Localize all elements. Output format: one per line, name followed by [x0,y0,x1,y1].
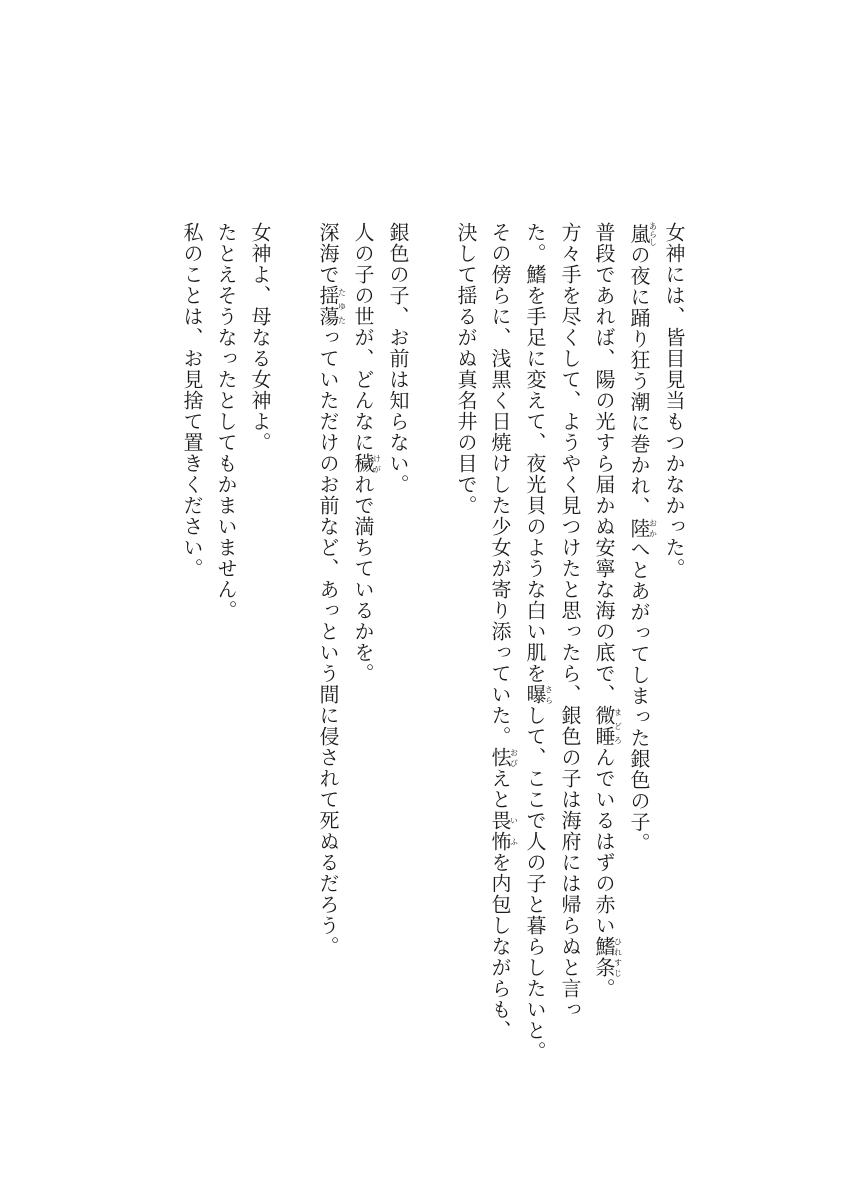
paragraph-break [415,222,449,1022]
furigana-reading: いふ [509,810,519,852]
text-line: 深海で揺蕩たゆたっていただけのお前など、あっという間に侵されて死ぬるだろう。 [316,222,347,957]
furigana: 陸おか [627,517,658,539]
furigana: 鰭条ひれすじ [592,936,623,978]
text-line: 嵐あらしの夜に踊り狂う潮に巻かれ、陸おかへとあがってしまった銀色の子。 [627,222,658,854]
text-line: 女神には、皆目見当もつかなかった。 [662,222,686,579]
text-line: た。鰭を手足に変えて、夜光貝のような白い肌を曝さらして、ここで人の子と暮らしたいと。 [523,222,554,1062]
text-line: 人の子の世が、どんなに穢けがれで満ちているかを。 [351,222,382,684]
vertical-text-body [175,222,691,1062]
furigana-reading: おか [648,517,658,539]
furigana: 微睡まどろ [592,705,623,747]
text-line: 私のことは、お見捨て置きください。 [180,222,204,579]
furigana: 嵐あらし [627,222,658,246]
furigana-reading: けが [372,453,382,474]
furigana-reading: ひれすじ [613,936,623,978]
text-line: 銀色の子、お前は知らない。 [386,222,410,495]
text-line: 決して揺るがぬ真名井の目で。 [454,222,478,516]
furigana: 曝さら [523,684,554,705]
text-line: 女神よ、母なる女神よ。 [248,222,272,453]
furigana-reading: さら [544,684,554,705]
furigana: 怯おび [488,747,519,768]
text-line: 普段であれば、陽の光すら届かぬ安寧な海の底で、微睡まどろんでいるはずの赤い鰭条ひれすじ。 [592,222,623,999]
furigana: 畏怖いふ [488,810,519,852]
paragraph-break [277,222,311,1022]
text-line: その傍らに、浅黒く日焼けした少女が寄り添っていた。怯おびえと畏怖いふを内包しながらも、 [488,222,519,1041]
furigana-reading: たゆた [337,285,347,327]
furigana-reading: おび [509,747,519,768]
furigana-reading: あらし [648,222,658,246]
furigana: 揺蕩たゆた [316,285,347,327]
furigana-reading: まどろ [613,705,623,747]
furigana: 穢けが [351,453,382,474]
text-line: たとえそうなったとしてもかまいません。 [214,222,238,621]
text-line: 方々手を尽くして、ようやく見つけたと思ったら、銀色の子は海府には帰らぬと言っ [558,222,582,1020]
